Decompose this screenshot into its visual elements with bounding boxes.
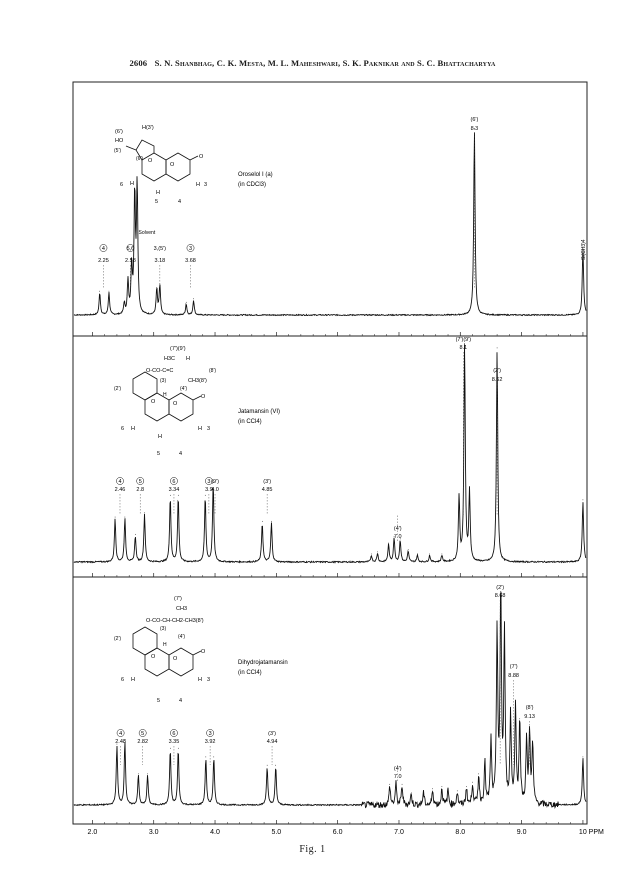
struct-dihydro-l9: O (173, 656, 178, 662)
struct-dihydro-l12: H (198, 677, 202, 683)
struct-dihydro-l16: 4 (179, 698, 183, 704)
annotation-1-6 (394, 515, 402, 541)
annotation-label: 5,6 (126, 246, 135, 252)
struct-oroselol-l6: O (148, 158, 153, 164)
struct-dihydro-l8: O (151, 654, 156, 660)
struct-oroselol-l13: 3 (204, 182, 208, 188)
annotation-value: 2.46 (114, 487, 126, 493)
struct-jata-l13: O (201, 394, 206, 400)
struct-oroselol-l8: O (199, 154, 204, 160)
page-number: 2606 (129, 58, 148, 68)
annotation-2-1 (137, 729, 148, 765)
annotation-label: 4 (119, 731, 123, 737)
annotation-0-3 (154, 246, 167, 288)
x-tick-label: 3.0 (148, 829, 159, 836)
struct-jata-l5: (8') (209, 368, 217, 374)
annotation-0-2 (139, 230, 156, 236)
struct-dihydro-l4: (3) (160, 626, 167, 632)
x-tick-label: 6.0 (332, 829, 343, 836)
annotation-0-0 (98, 244, 109, 288)
struct-jata-l20: 4 (179, 451, 183, 457)
solvent-label-oroselol: (in CDCl3) (238, 182, 267, 188)
annotation-value: 4.0 (211, 487, 219, 493)
annotation-value: 7.0 (393, 774, 402, 780)
struct-oroselol-l14: 5 (155, 199, 159, 205)
annotation-0-1 (125, 244, 136, 288)
annotation-0-5 (471, 117, 479, 288)
annotation-2-4 (267, 731, 278, 765)
struct-dihydro-l5: (4') (178, 634, 186, 640)
annotation-1-7 (456, 337, 472, 515)
annotation-value: 7.0 (393, 534, 402, 540)
struct-jata-l16: H (198, 426, 202, 432)
annotation-value: 9.13 (524, 714, 535, 720)
annotation-label: 5 (138, 479, 142, 485)
struct-jata-l12: O (173, 401, 178, 407)
struct-oroselol-l9: H (130, 181, 134, 187)
structure-dihydrojatamansin (133, 627, 201, 676)
struct-dihydro-l7: H (163, 642, 167, 648)
x-tick-label: 5.0 (271, 829, 282, 836)
annotation-label-solvent: Solvent (138, 230, 156, 236)
annotation-value: 8.3 (470, 126, 479, 132)
annotation-value: 3.34 (168, 487, 180, 493)
annotation-label: (9') (211, 479, 219, 485)
annotation-value: 2.48 (115, 739, 126, 745)
annotation-label: 5 (141, 731, 145, 737)
struct-oroselol-l15: 4 (178, 199, 182, 205)
x-tick-label: 2.0 (87, 829, 98, 836)
annotation-value: 8.88 (508, 673, 520, 679)
struct-oroselol-l5: (6') (136, 156, 144, 162)
struct-dihydro-l13: 6 (121, 677, 125, 683)
annotation-value: 2.58 (125, 258, 136, 264)
struct-jata-l19: 5 (157, 451, 161, 457)
annotation-label: (4') (393, 766, 402, 772)
compound-label-dihydrojatamansin: Dihydrojatamansin (238, 660, 288, 666)
annotation-label: (8') (525, 705, 534, 711)
annotation-label: 4 (118, 479, 122, 485)
struct-jata-l18: 3 (207, 426, 211, 432)
struct-dihydro-l11: H (131, 677, 135, 683)
struct-dihydro-l14: 3 (207, 677, 211, 683)
annotation-value: 8.62 (491, 377, 503, 383)
annotation-value: 3.92 (204, 739, 216, 745)
struct-jata-l10: H (163, 392, 167, 398)
struct-dihydro-l6: (2') (114, 636, 122, 642)
annotation-value: 2.8 (136, 487, 145, 493)
struct-jata-l1: (7')(9') (170, 346, 186, 352)
struct-jata-l4: O-CO-C=C (146, 368, 174, 374)
annotation-2-3 (205, 729, 216, 765)
struct-jata-l15: H (158, 434, 162, 440)
struct-oroselol-l7: O (170, 162, 175, 168)
annotation-label-tms: Si(CH3)4 (580, 239, 587, 260)
struct-jata-l8: (4') (180, 386, 188, 392)
struct-jata-l9: (2') (114, 386, 122, 392)
spectrum-trace-jatamansin (74, 344, 586, 562)
annotation-1-0 (115, 477, 126, 515)
compound-label-jatamansin: Jatamansin (VI) (238, 409, 281, 415)
struct-dihydro-l3: O-CO-CH-CH2-CH3(8') (146, 618, 204, 624)
solvent-label-dihydrojatamansin: (in CCl4) (238, 670, 262, 676)
struct-jata-l6: CH3(8') (188, 378, 207, 384)
struct-jata-l11: O (151, 399, 156, 405)
struct-jata-l3: H (186, 356, 190, 362)
annotation-value: 3.18 (154, 258, 166, 264)
figure-frame (73, 82, 587, 824)
compound-label-oroselol: Oroselol I (a) (238, 172, 273, 178)
peak-annotations (98, 117, 587, 781)
annotation-value: 3.9 (205, 487, 213, 493)
annotation-value: 3.68 (185, 258, 196, 264)
struct-oroselol-l1: (6') (115, 129, 123, 135)
annotation-2-5 (394, 765, 402, 781)
annotation-label: (3') (268, 731, 276, 737)
annotation-label: 4 (101, 246, 105, 252)
x-tick-label: 7.0 (394, 829, 404, 836)
annotation-label: (3') (263, 479, 272, 485)
annotation-value: 4.85 (261, 487, 273, 493)
struct-jata-l14: H (131, 426, 135, 432)
annotation-value: 8.68 (494, 593, 506, 599)
annotation-label: 6 (172, 731, 176, 737)
annotation-label: 3 (207, 479, 211, 485)
annotation-value: 2.25 (98, 258, 109, 264)
peak-marks (100, 128, 583, 793)
struct-oroselol-l4: (5') (114, 148, 122, 154)
annotation-0-4 (185, 244, 196, 288)
struct-oroselol-l3: HO (115, 138, 124, 144)
x-axis-tick-labels (88, 829, 604, 836)
annotation-value: 3.35 (168, 739, 180, 745)
x-tick-label: 8.0 (455, 829, 466, 836)
annotation-label: (4') (393, 526, 402, 532)
struct-dihydro-l10: O (201, 649, 206, 655)
annotation-label: (6') (470, 117, 479, 123)
annotation-1-1 (136, 477, 144, 515)
x-tick-label: 10 PPM (578, 829, 604, 836)
struct-dihydro-l1: (7') (174, 596, 182, 602)
annotation-1-8 (492, 368, 503, 515)
struct-jata-l17: 6 (121, 426, 125, 432)
annotation-value: 2.82 (137, 739, 149, 745)
annotation-label: (7')(9') (455, 337, 472, 343)
struct-oroselol-l11: H (196, 182, 200, 188)
annotation-label: (2') (496, 585, 505, 591)
annotation-label: 6 (172, 479, 176, 485)
struct-oroselol-l2: H(3') (142, 125, 154, 131)
struct-dihydro-l15: 5 (157, 698, 161, 704)
x-tick-label: 9.0 (516, 829, 527, 836)
annotation-label: 3,(5') (153, 246, 167, 252)
figure-caption: Fig. 1 (299, 844, 326, 855)
struct-jata-l7: (3) (160, 378, 167, 384)
x-tick-label: 4.0 (210, 829, 220, 836)
annotation-label: (7') (509, 664, 518, 670)
struct-oroselol-l12: 6 (120, 182, 124, 188)
annotation-label: (2') (493, 368, 501, 374)
author-line: S. N. Shanbhag, C. K. Mesta, M. L. Maheshwari, S. K. Paknikar and S. C. Bhattacharyya (154, 58, 496, 68)
struct-dihydro-l2: CH3 (176, 606, 188, 612)
annotation-label: 3 (208, 731, 212, 737)
solvent-label-jatamansin: (in CCl4) (238, 419, 262, 425)
annotation-0-6 (581, 239, 587, 260)
annotation-value: 8.1 (459, 345, 468, 351)
struct-jata-l2: H3C (164, 356, 176, 362)
annotation-label: 3 (188, 246, 193, 252)
spectrum-trace-dihydrojatamansin (74, 592, 586, 808)
struct-oroselol-l10: H (156, 190, 160, 196)
annotation-value: 4.94 (266, 739, 278, 745)
annotation-1-5 (262, 479, 273, 515)
